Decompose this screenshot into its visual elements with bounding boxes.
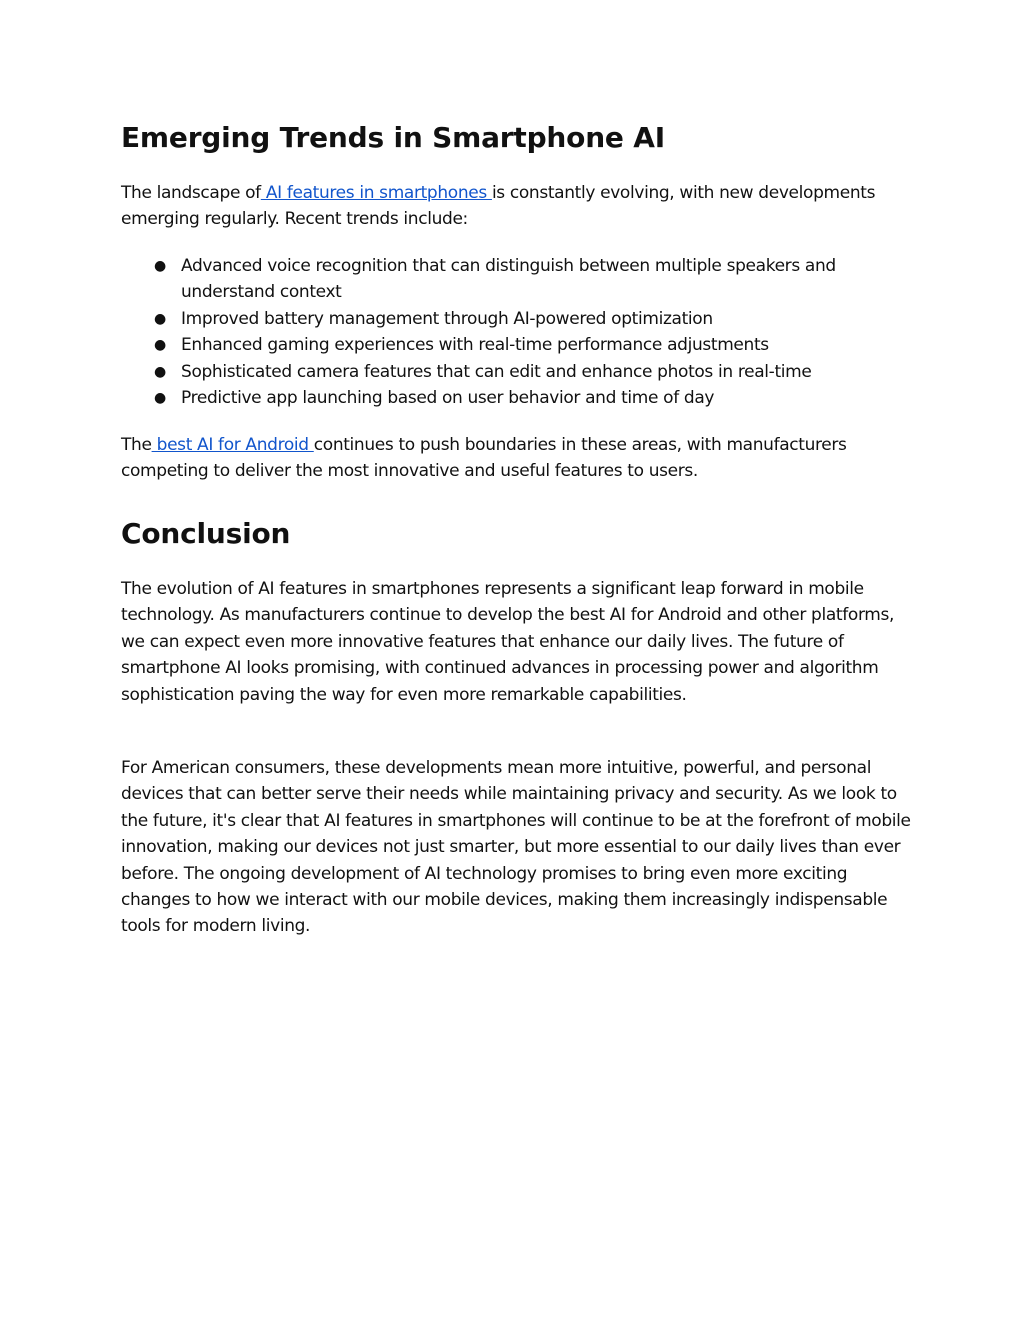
list-item-text: Improved battery management through AI-powered optimization (181, 308, 713, 329)
list-item-text: Advanced voice recognition that can distinguish between multiple speakers and understand context (181, 256, 836, 303)
list-item (121, 332, 911, 358)
trends-closing-paragraph (121, 432, 911, 485)
best-ai-android-link[interactable]: best AI for Android (151, 435, 314, 455)
ai-features-link[interactable]: AI features in smartphones (260, 183, 492, 203)
conclusion-paragraph: The evolution of AI features in smartphones represents a significant leap forward in mobile technology. As manufacturers continue to develop the best AI for Android and other platforms, we can expect even more innovative features that enhance our daily lives. The future of smartphone AI looks promising, with continued advances in processing power and algorithm sophistication paving the way for even more remarkable capabilities. (121, 579, 895, 705)
bullet-icon: ● (154, 337, 166, 354)
list-item (121, 385, 911, 411)
section-heading-trends: Emerging Trends in Smartphone AI (121, 121, 665, 154)
list-item-text: Enhanced gaming experiences with real-time performance adjustments (181, 335, 769, 356)
list-item (121, 253, 911, 306)
intro-text-before: The landscape of (121, 183, 261, 203)
closing-text-before: The (121, 435, 152, 455)
list-item-text: Sophisticated camera features that can edit and enhance photos in real-time (181, 361, 812, 382)
closing-text-after: continues to push boundaries in these areas, with manufacturers competing to deliver the most innovative and useful features to users. (121, 435, 847, 482)
trends-bullet-list (121, 253, 911, 411)
trends-intro-paragraph (121, 180, 911, 233)
conclusion-paragraph: For American consumers, these developments mean more intuitive, powerful, and personal devices that can better serve their needs while maintaining privacy and security. As we look to the future, it's clear that AI features in smartphones will continue to be at the forefront of mobile innovation, making our devices not just smarter, but more essential to our daily lives than ever before. The ongoing development of AI technology promises to bring even more exciting changes to how we interact with our mobile devices, making them increasingly indispensable tools for modern living. (121, 758, 911, 937)
list-item-text: Predictive app launching based on user behavior and time of day (181, 388, 715, 409)
bullet-icon: ● (154, 363, 166, 380)
bullet-icon: ● (154, 310, 166, 327)
list-item (121, 306, 911, 332)
bullet-icon: ● (154, 258, 166, 274)
list-item (121, 359, 911, 385)
intro-text-after: is constantly evolving, with new developments emerging regularly. Recent trends include: (121, 183, 876, 230)
bullet-icon: ● (154, 390, 166, 407)
section-heading-conclusion: Conclusion (121, 517, 291, 550)
